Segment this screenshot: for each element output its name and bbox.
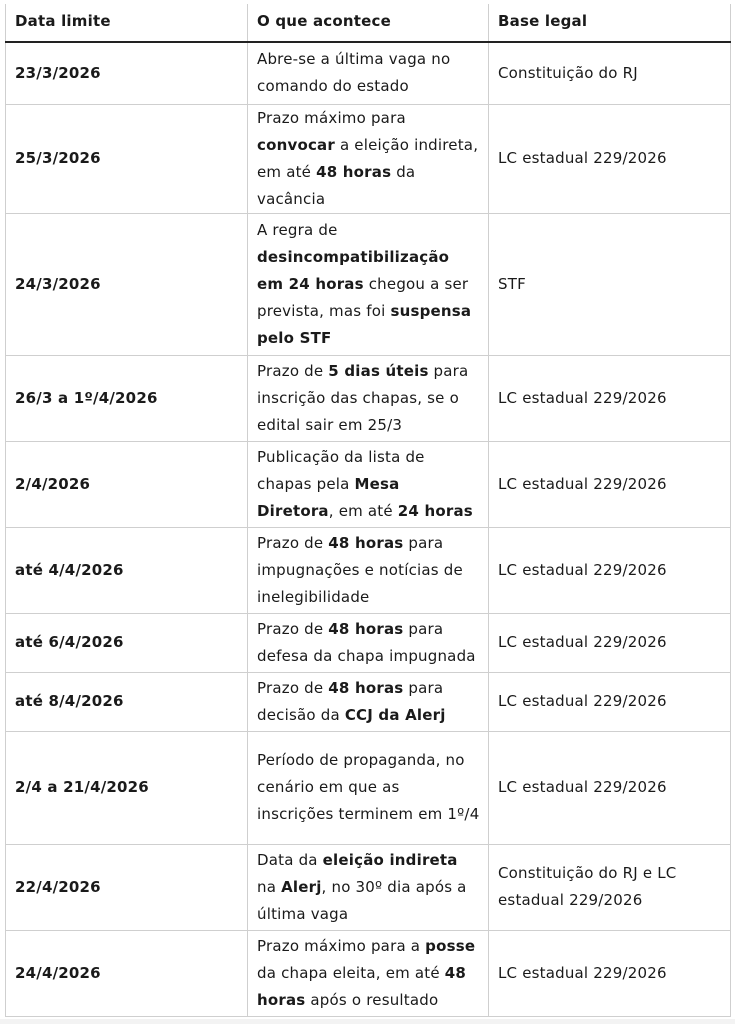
deadline-table bbox=[5, 4, 731, 1017]
event-text: para impugnações e notícias de inelegibilidade bbox=[257, 533, 463, 606]
legal-basis-cell: LC estadual 229/2026 bbox=[489, 613, 731, 672]
event-description-cell bbox=[248, 527, 489, 613]
event-text-bold: 48 horas bbox=[316, 162, 392, 181]
legal-basis-cell: LC estadual 229/2026 bbox=[489, 930, 731, 1016]
page-bottom-strip bbox=[0, 1019, 735, 1024]
table-row bbox=[6, 930, 731, 1016]
legal-basis-cell: LC estadual 229/2026 bbox=[489, 731, 731, 844]
table-header-row bbox=[6, 4, 731, 42]
column-header-law: Base legal bbox=[489, 4, 731, 42]
event-text: para defesa da chapa impugnada bbox=[257, 619, 476, 665]
deadline-date-cell: 22/4/2026 bbox=[6, 844, 248, 930]
event-description-cell bbox=[248, 844, 489, 930]
event-text-bold: CCJ da Alerj bbox=[344, 705, 446, 724]
table-row bbox=[6, 672, 731, 731]
event-text-bold: 48 horas bbox=[328, 533, 404, 552]
table-row bbox=[6, 731, 731, 844]
event-text: Prazo de bbox=[257, 678, 329, 697]
event-text: na bbox=[257, 877, 282, 896]
legal-basis-cell: LC estadual 229/2026 bbox=[489, 355, 731, 441]
event-text-bold: 48 horas bbox=[257, 963, 467, 1009]
legal-basis-cell: Constituição do RJ e LC estadual 229/2026 bbox=[489, 844, 731, 930]
event-text: da chapa eleita, em até bbox=[257, 963, 445, 982]
event-text-bold: desincompatibilização em 24 horas bbox=[257, 247, 450, 293]
legal-basis-cell: STF bbox=[489, 213, 731, 355]
event-description-cell bbox=[248, 731, 489, 844]
event-description-cell bbox=[248, 355, 489, 441]
event-text: a eleição indireta, em até bbox=[257, 135, 479, 181]
event-text: para inscrição das chapas, se o edital sair em 25/3 bbox=[257, 361, 469, 434]
legal-basis-cell: Constituição do RJ bbox=[489, 42, 731, 104]
event-text: Prazo máximo para a bbox=[257, 936, 426, 955]
event-description-cell bbox=[248, 930, 489, 1016]
event-text: A regra de bbox=[257, 220, 338, 239]
event-text: Prazo de bbox=[257, 361, 329, 380]
event-text-bold: suspensa pelo STF bbox=[257, 301, 472, 347]
event-text-bold: 48 horas bbox=[328, 619, 404, 638]
deadline-date-cell: até 6/4/2026 bbox=[6, 613, 248, 672]
legal-basis-cell: LC estadual 229/2026 bbox=[489, 527, 731, 613]
event-text-bold: convocar bbox=[257, 135, 335, 154]
table-row bbox=[6, 355, 731, 441]
event-text-bold: Alerj bbox=[281, 877, 322, 896]
table-row bbox=[6, 42, 731, 104]
event-text: após o resultado bbox=[305, 990, 439, 1009]
table-row bbox=[6, 104, 731, 213]
legal-basis-cell: LC estadual 229/2026 bbox=[489, 672, 731, 731]
deadline-date-cell: 26/3 a 1º/4/2026 bbox=[6, 355, 248, 441]
legal-basis-cell: LC estadual 229/2026 bbox=[489, 441, 731, 527]
table-row bbox=[6, 527, 731, 613]
deadline-date-cell: 23/3/2026 bbox=[6, 42, 248, 104]
event-description-cell bbox=[248, 613, 489, 672]
event-text: , em até bbox=[328, 501, 398, 520]
deadline-date-cell: 24/4/2026 bbox=[6, 930, 248, 1016]
table-row bbox=[6, 613, 731, 672]
event-description-cell bbox=[248, 672, 489, 731]
table-row bbox=[6, 441, 731, 527]
deadline-date-cell: até 8/4/2026 bbox=[6, 672, 248, 731]
event-text-bold: eleição indireta bbox=[322, 850, 458, 869]
table-row bbox=[6, 213, 731, 355]
event-text-bold: posse bbox=[425, 936, 476, 955]
deadline-date-cell: 2/4 a 21/4/2026 bbox=[6, 731, 248, 844]
event-description-cell bbox=[248, 441, 489, 527]
event-description-cell bbox=[248, 42, 489, 104]
table-row bbox=[6, 844, 731, 930]
deadline-date-cell: 2/4/2026 bbox=[6, 441, 248, 527]
event-text-bold: 24 horas bbox=[397, 501, 473, 520]
table-body bbox=[6, 42, 731, 1016]
event-description-cell bbox=[248, 213, 489, 355]
event-text: , no 30º dia após a última vaga bbox=[257, 877, 467, 923]
event-text: Publicação da lista de chapas pela bbox=[257, 447, 425, 493]
deadline-date-cell: 24/3/2026 bbox=[6, 213, 248, 355]
event-text: Prazo de bbox=[257, 619, 329, 638]
deadline-date-cell: até 4/4/2026 bbox=[6, 527, 248, 613]
event-text: Prazo de bbox=[257, 533, 329, 552]
event-text: Prazo máximo para bbox=[257, 108, 406, 127]
event-text: Data da bbox=[257, 850, 323, 869]
event-text-bold: 5 dias úteis bbox=[328, 361, 429, 380]
legal-basis-cell: LC estadual 229/2026 bbox=[489, 104, 731, 213]
event-text: chegou a ser prevista, mas foi bbox=[257, 274, 469, 320]
event-text: Período de propaganda, no cenário em que as inscrições terminem em 1º/4 bbox=[257, 751, 480, 823]
event-text: Abre-se a última vaga no comando do estado bbox=[257, 50, 451, 96]
deadline-date-cell: 25/3/2026 bbox=[6, 104, 248, 213]
event-text: para decisão da bbox=[257, 678, 444, 724]
column-header-date: Data limite bbox=[6, 4, 248, 42]
event-text-bold: Mesa Diretora bbox=[257, 474, 400, 520]
event-description-cell bbox=[248, 104, 489, 213]
column-header-event: O que acontece bbox=[248, 4, 489, 42]
event-text: da vacância bbox=[257, 162, 416, 208]
event-text-bold: 48 horas bbox=[328, 678, 404, 697]
